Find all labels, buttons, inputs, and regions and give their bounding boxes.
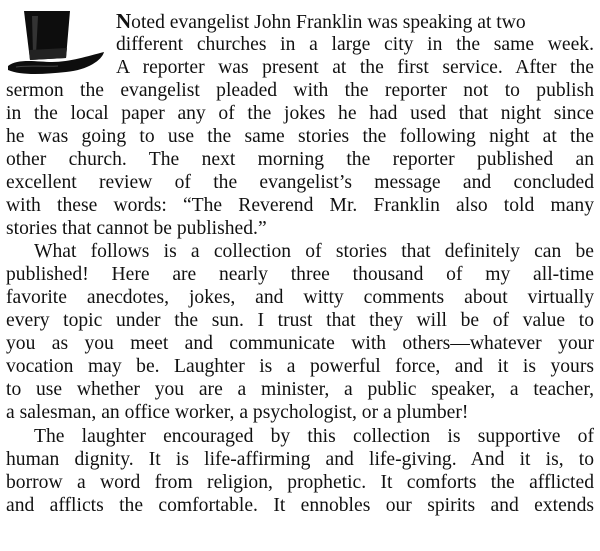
text-line-10: stories that cannot be published.”: [6, 218, 267, 239]
dropcap-letter: N: [116, 10, 132, 33]
text-line-11: What follows is a collection of stories that definitely can be: [34, 241, 594, 262]
text-line-22: and afflicts the comfortable. It ennobles our spirits and extends: [6, 495, 594, 516]
text-line-2: different churches in a large city in the same week.: [116, 34, 594, 55]
text-line-14: every topic under the sun. I trust that they will be of value to: [6, 310, 594, 331]
text-line-9: with these words: “The Reverend Mr. Franklin also told many: [6, 195, 594, 216]
text-line-3: A reporter was present at the first service. After the: [116, 57, 594, 78]
text-line-12: published! Here are nearly three thousand of my all-time: [6, 264, 594, 285]
text-line-13: favorite anecdotes, jokes, and witty comments about virtually: [6, 287, 594, 308]
text-line-18: a salesman, an office worker, a psychologist, or a plumber!: [6, 402, 469, 423]
text-line-19: The laughter encouraged by this collection is supportive of: [34, 426, 594, 447]
text-line-7: other church. The next morning the reporter published an: [6, 149, 594, 170]
text-line-15: you as you meet and communicate with others—whatever your: [6, 333, 594, 354]
top-hat-icon: [6, 8, 106, 78]
text-line-21: borrow a word from religion, prophetic. It comforts the afflicted: [6, 472, 594, 493]
text-line-5: in the local paper any of the jokes he had used that night since: [6, 103, 594, 124]
text-line-16: vocation may be. Laughter is a powerful force, and it is yours: [6, 356, 594, 377]
text-line-6: he was going to use the same stories the following night at the: [6, 126, 594, 147]
line-text: oted evangelist John Franklin was speaking at two: [131, 12, 526, 33]
text-line-4: sermon the evangelist pleaded with the reporter not to publish: [6, 80, 594, 101]
text-line-1: [116, 10, 594, 34]
text-line-20: human dignity. It is life-affirming and life-giving. And it is, to: [6, 449, 594, 470]
text-line-17: to use whether you are a minister, a public speaker, a teacher,: [6, 379, 594, 400]
text-line-8: excellent review of the evangelist’s message and concluded: [6, 172, 594, 193]
